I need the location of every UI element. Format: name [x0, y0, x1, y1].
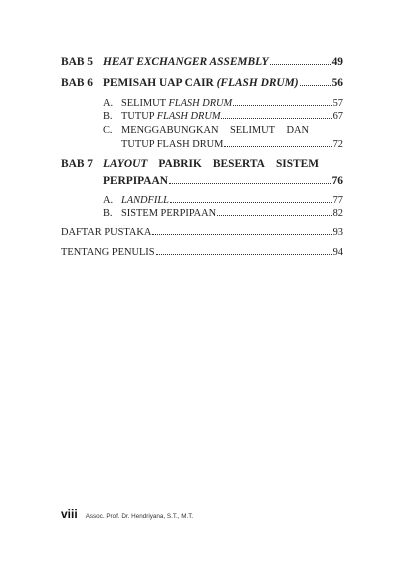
dot-leader	[217, 215, 331, 216]
page-number: 76	[331, 175, 343, 187]
item-title: TUTUP FLASH DRUM	[121, 111, 221, 122]
toc-entry-bab6-a[interactable]	[61, 98, 343, 109]
chapter-title-line2: PERPIPAAN	[103, 175, 168, 187]
page-number: 93	[332, 227, 343, 238]
item-letter: C.	[103, 125, 113, 136]
dot-leader	[152, 234, 331, 235]
page-number: 94	[332, 247, 343, 258]
toc-entry-daftar-pustaka[interactable]	[61, 227, 343, 238]
page-number: 57	[332, 98, 343, 109]
toc-entry-bab7-a[interactable]	[61, 195, 343, 206]
item-title: LANDFILL	[121, 195, 169, 206]
page-footer	[61, 507, 193, 521]
toc-entry-bab5[interactable]	[61, 56, 343, 68]
item-letter: A.	[103, 98, 114, 109]
dot-leader	[233, 105, 331, 106]
footer-author: Assoc. Prof. Dr. Hendriyana, S.T., M.T.	[85, 513, 194, 520]
page-number: 49	[331, 56, 343, 68]
page-number: 56	[331, 77, 343, 89]
dot-leader	[221, 118, 331, 119]
item-letter: A.	[103, 195, 114, 206]
dot-leader	[156, 254, 332, 255]
item-title: SELIMUT FLASH DRUM	[121, 98, 233, 109]
chapter-title: PEMISAH UAP CAIR (FLASH DRUM)	[103, 77, 299, 89]
toc-entry-bab7[interactable]	[61, 158, 343, 170]
toc-entry-tentang-penulis[interactable]	[61, 247, 343, 258]
toc-entry-bab6[interactable]	[61, 77, 343, 89]
toc-entry-bab7-b[interactable]	[61, 208, 343, 219]
chapter-number: BAB 7	[61, 158, 93, 170]
dot-leader	[224, 146, 331, 147]
dot-leader	[170, 202, 332, 203]
toc-entry-bab6-c-cont[interactable]	[121, 139, 343, 150]
page-number: 72	[332, 139, 343, 150]
chapter-title-line1: LAYOUT PABRIK BESERTA SISTEM	[103, 158, 319, 170]
item-title: SISTEM PERPIPAAN	[121, 208, 217, 219]
dot-leader	[169, 183, 331, 184]
dot-leader	[270, 64, 331, 65]
item-letter: B.	[103, 111, 113, 122]
page-number: 67	[332, 111, 343, 122]
toc-entry-bab7-cont[interactable]	[103, 175, 343, 187]
page-number: 77	[332, 195, 343, 206]
item-title-line1: MENGGABUNGKAN SELIMUT DAN	[121, 125, 309, 136]
footer-page-number: viii	[61, 507, 78, 521]
entry-title: DAFTAR PUSTAKA	[61, 227, 152, 238]
entry-title: TENTANG PENULIS	[61, 247, 155, 258]
page-number: 82	[332, 208, 343, 219]
chapter-title: HEAT EXCHANGER ASSEMBLY	[103, 56, 269, 68]
item-letter: B.	[103, 208, 113, 219]
chapter-number: BAB 6	[61, 77, 93, 89]
toc-entry-bab6-b[interactable]	[61, 111, 343, 122]
chapter-number: BAB 5	[61, 56, 93, 68]
dot-leader	[300, 85, 331, 86]
toc-entry-bab6-c[interactable]	[61, 125, 343, 136]
item-title-line2: TUTUP FLASH DRUM	[121, 139, 224, 150]
